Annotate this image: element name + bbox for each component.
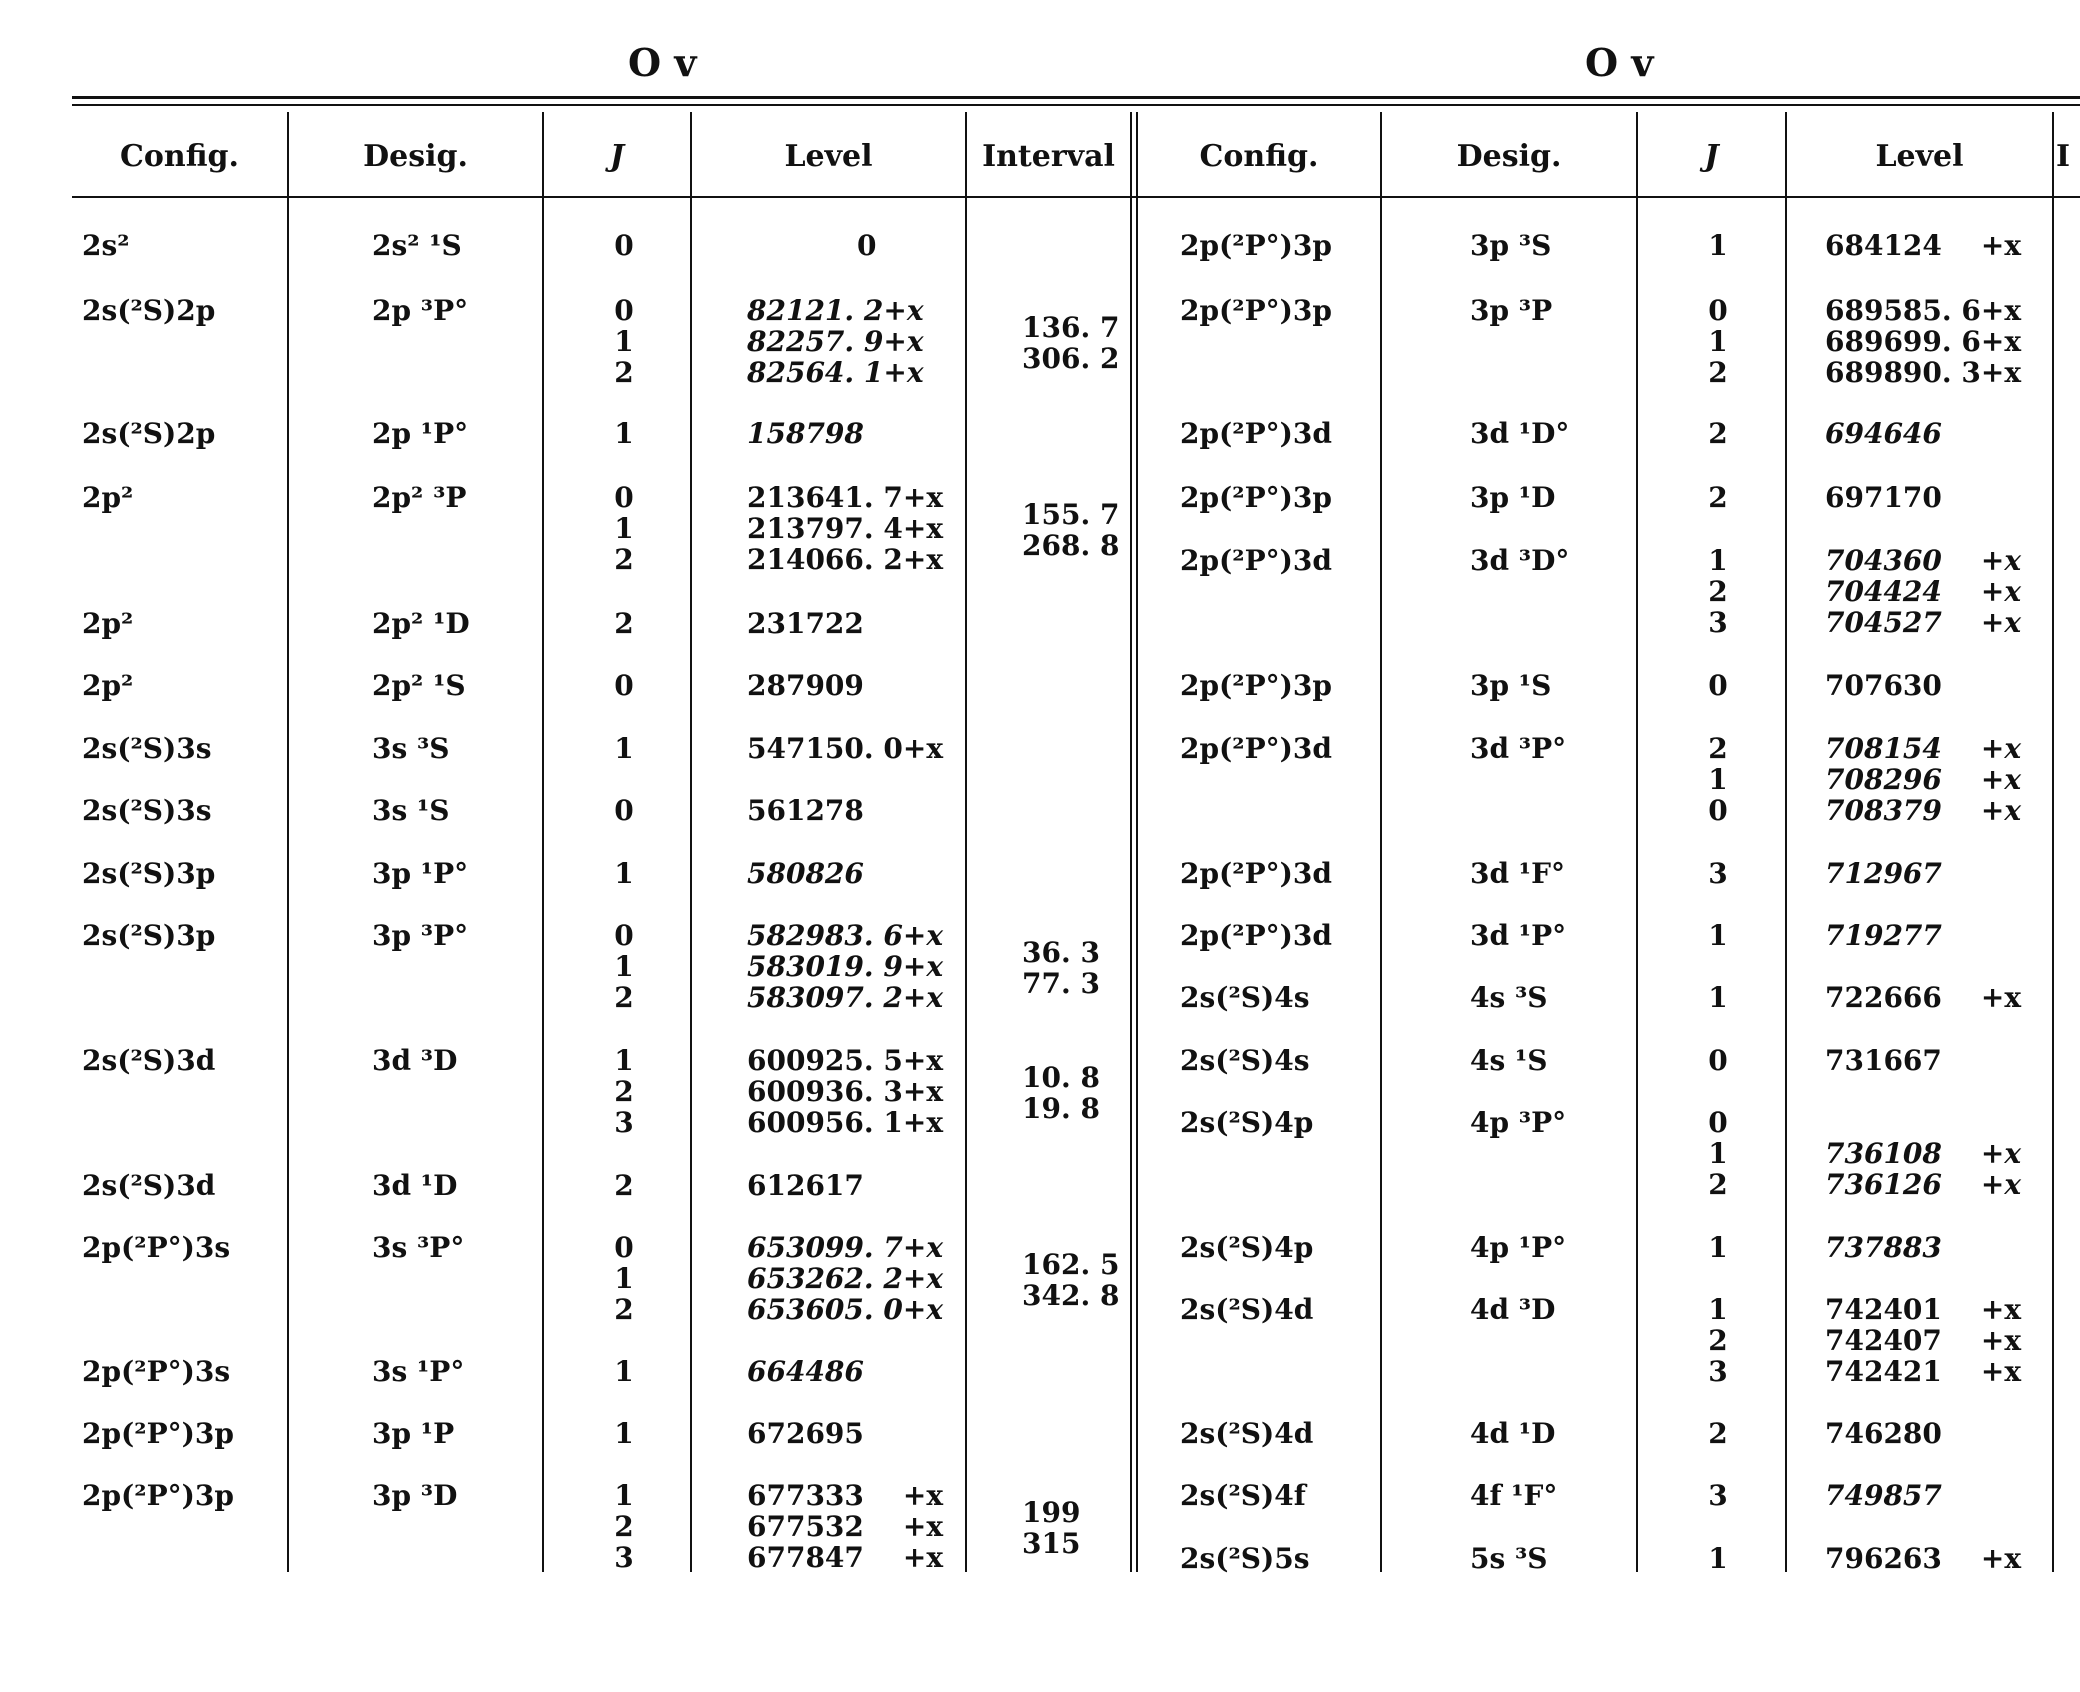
row-config: 2p(²P°)3d (1180, 919, 1332, 952)
row-level-value: 583019. 9+x (747, 950, 944, 983)
row-config: 2p(²P°)3d (1180, 417, 1332, 450)
row-designation: 3p ¹D (1470, 481, 1556, 514)
row-j-value: 3 (1708, 1479, 1728, 1512)
row-designation: 4d ³D (1470, 1293, 1556, 1326)
row-config: 2s(²S)3s (82, 794, 212, 827)
row-j-value: 1 (614, 1479, 634, 1512)
col-divider (1136, 112, 1138, 1572)
row-j-value: 1 (614, 1355, 634, 1388)
row-config: 2p² (82, 607, 134, 640)
row-designation: 4p ³P° (1470, 1106, 1567, 1139)
row-j-value: 0 (614, 1231, 634, 1264)
row-designation: 2p ³P° (372, 294, 469, 327)
row-level-value: 82564. 1+x (747, 356, 924, 389)
row-designation: 5s ³S (1470, 1542, 1548, 1575)
row-designation: 3d ¹D (372, 1169, 458, 1202)
row-j-value: 2 (1708, 356, 1728, 389)
row-config: 2s(²S)3s (82, 732, 212, 765)
row-designation: 3d ¹D° (1470, 417, 1570, 450)
row-designation: 3d ³D° (1470, 544, 1570, 577)
row-level-value: 677532 +x (747, 1510, 944, 1543)
row-j-value: 0 (1708, 1044, 1728, 1077)
row-config: 2s(²S)3p (82, 919, 216, 952)
row-designation: 3d ¹F° (1470, 857, 1565, 890)
row-j-value: 1 (1708, 544, 1728, 577)
row-config: 2s(²S)3p (82, 857, 216, 890)
row-designation: 3p ³S (1470, 229, 1552, 262)
row-config: 2s(²S)4p (1180, 1231, 1314, 1264)
row-designation: 2s² ¹S (372, 229, 462, 262)
row-j-value: 0 (614, 919, 634, 952)
row-j-value: 1 (1708, 1542, 1728, 1575)
row-level-value: 600956. 1+x (747, 1106, 944, 1139)
row-designation: 3s ¹S (372, 794, 450, 827)
col-divider (965, 112, 967, 1572)
row-j-value: 1 (614, 417, 634, 450)
row-j-value: 0 (1708, 669, 1728, 702)
row-j-value: 1 (1708, 919, 1728, 952)
row-j-value: 1 (1708, 229, 1728, 262)
row-designation: 4s ¹S (1470, 1044, 1548, 1077)
row-j-value: 1 (614, 1417, 634, 1450)
row-level-value: 737883 (1825, 1231, 1942, 1264)
row-j-value: 0 (614, 794, 634, 827)
row-config: 2s(²S)2p (82, 294, 216, 327)
header-j-left: J (609, 138, 625, 174)
row-j-value: 2 (1708, 1417, 1728, 1450)
row-level-value: 580826 (747, 857, 864, 890)
row-config: 2p² (82, 669, 134, 702)
row-level-value: 677333 +x (747, 1479, 944, 1512)
row-interval-value: 342. 8 (1022, 1279, 1120, 1312)
row-level-value: 736126 +x (1825, 1168, 2022, 1201)
row-j-value: 1 (1708, 1137, 1728, 1170)
row-j-value: 3 (1708, 857, 1728, 890)
row-designation: 3p ³P° (372, 919, 469, 952)
row-level-value: 736108 +x (1825, 1137, 2022, 1170)
row-designation: 2p² ¹S (372, 669, 466, 702)
header-edge-right: I (2056, 138, 2071, 174)
row-level-value: 689699. 6+x (1825, 325, 2022, 358)
row-level-value: 672695 (747, 1417, 864, 1450)
row-interval-value: 268. 8 (1022, 529, 1120, 562)
row-j-value: 1 (614, 325, 634, 358)
row-level-value: 583097. 2+x (747, 981, 944, 1014)
table-title-left: O v (628, 40, 697, 85)
row-config: 2p(²P°)3p (82, 1417, 234, 1450)
header-j-right: J (1704, 138, 1719, 174)
row-interval-value: 306. 2 (1022, 342, 1120, 375)
header-level-left: Level (784, 138, 873, 174)
row-level-value: 746280 (1825, 1417, 1942, 1450)
row-j-value: 0 (614, 481, 634, 514)
row-j-value: 2 (1708, 417, 1728, 450)
row-level-value: 677847 +x (747, 1541, 944, 1574)
row-designation: 3p ³P (1470, 294, 1553, 327)
row-j-value: 2 (614, 543, 634, 576)
row-level-value: 697170 (1825, 481, 1942, 514)
row-config: 2s(²S)4s (1180, 1044, 1310, 1077)
row-j-value: 0 (614, 229, 634, 262)
row-interval-value: 19. 8 (1022, 1092, 1100, 1125)
row-j-value: 3 (1708, 606, 1728, 639)
row-config: 2p(²P°)3p (1180, 229, 1332, 262)
row-designation: 3d ³D (372, 1044, 458, 1077)
header-config-left: Config. (120, 138, 239, 174)
row-config: 2p(²P°)3p (1180, 669, 1332, 702)
row-level-value: 731667 (1825, 1044, 1942, 1077)
row-level-value: 82121. 2+x (747, 294, 924, 327)
row-level-value: 213641. 7+x (747, 481, 944, 514)
row-level-value: 213797. 4+x (747, 512, 944, 545)
header-config-right: Config. (1199, 138, 1319, 174)
row-j-value: 3 (614, 1106, 634, 1139)
row-level-value: 582983. 6+x (747, 919, 944, 952)
row-designation: 4s ³S (1470, 981, 1548, 1014)
row-config: 2s(²S)2p (82, 417, 216, 450)
row-j-value: 2 (614, 1510, 634, 1543)
header-level-right: Level (1875, 138, 1964, 174)
row-level-value: 547150. 0+x (747, 732, 944, 765)
row-j-value: 2 (1708, 1168, 1728, 1201)
row-config: 2s(²S)4f (1180, 1479, 1306, 1512)
col-divider (287, 112, 289, 1572)
row-config: 2p(²P°)3p (1180, 294, 1332, 327)
row-interval-value: 199 (1022, 1496, 1081, 1529)
row-designation: 2p² ³P (372, 481, 467, 514)
row-level-value: 689890. 3+x (1825, 356, 2022, 389)
row-level-value: 684124 +x (1825, 229, 2022, 262)
row-level-value: 158798 (747, 417, 864, 450)
row-level-value: 0 (857, 229, 877, 262)
row-level-value: 694646 (1825, 417, 1942, 450)
row-level-value: 742407 +x (1825, 1324, 2022, 1357)
row-designation: 4d ¹D (1470, 1417, 1556, 1450)
row-j-value: 1 (614, 950, 634, 983)
row-j-value: 0 (614, 669, 634, 702)
row-config: 2s(²S)4s (1180, 981, 1310, 1014)
col-divider (1636, 112, 1638, 1572)
row-designation: 3s ³S (372, 732, 450, 765)
row-j-value: 3 (1708, 1355, 1728, 1388)
row-level-value: 689585. 6+x (1825, 294, 2022, 327)
row-level-value: 708296 +x (1825, 763, 2022, 796)
col-divider (690, 112, 692, 1572)
row-designation: 2p² ¹D (372, 607, 470, 640)
col-divider (1785, 112, 1787, 1572)
row-j-value: 2 (1708, 1324, 1728, 1357)
row-j-value: 1 (1708, 981, 1728, 1014)
row-designation: 3p ¹P° (372, 857, 469, 890)
row-level-value: 664486 (747, 1355, 864, 1388)
top-rule-1 (72, 96, 2080, 99)
col-divider (1130, 112, 1132, 1572)
row-config: 2s(²S)5s (1180, 1542, 1310, 1575)
col-divider (542, 112, 544, 1572)
row-level-value: 719277 (1825, 919, 1942, 952)
row-j-value: 0 (614, 294, 634, 327)
row-level-value: 653605. 0+x (747, 1293, 944, 1326)
row-j-value: 3 (614, 1541, 634, 1574)
row-level-value: 600936. 3+x (747, 1075, 944, 1108)
row-designation: 3p ¹P (372, 1417, 455, 1450)
row-level-value: 742401 +x (1825, 1293, 2022, 1326)
row-level-value: 561278 (747, 794, 864, 827)
row-config: 2s(²S)4d (1180, 1293, 1314, 1326)
row-config: 2p(²P°)3d (1180, 544, 1332, 577)
row-level-value: 749857 (1825, 1479, 1942, 1512)
row-interval-value: 77. 3 (1022, 967, 1100, 1000)
header-rule (72, 196, 2080, 198)
row-level-value: 704360 +x (1825, 544, 2022, 577)
row-j-value: 2 (614, 1169, 634, 1202)
row-j-value: 2 (1708, 481, 1728, 514)
row-level-value: 704527 +x (1825, 606, 2022, 639)
row-level-value: 722666 +x (1825, 981, 2022, 1014)
row-designation: 3s ¹P° (372, 1355, 465, 1388)
header-desig-left: Desig. (363, 138, 468, 174)
row-config: 2s(²S)3d (82, 1169, 216, 1202)
row-config: 2s(²S)4d (1180, 1417, 1314, 1450)
header-desig-right: Desig. (1456, 138, 1562, 174)
row-j-value: 1 (1708, 1231, 1728, 1264)
row-interval-value: 136. 7 (1022, 311, 1120, 344)
row-j-value: 1 (614, 512, 634, 545)
row-j-value: 2 (614, 607, 634, 640)
row-config: 2p(²P°)3d (1180, 857, 1332, 890)
row-level-value: 708379 +x (1825, 794, 2022, 827)
row-designation: 3d ³P° (1470, 732, 1567, 765)
row-interval-value: 162. 5 (1022, 1248, 1120, 1281)
row-j-value: 0 (1708, 1106, 1728, 1139)
row-config: 2s(²S)4p (1180, 1106, 1314, 1139)
row-level-value: 82257. 9+x (747, 325, 924, 358)
row-designation: 3p ¹S (1470, 669, 1552, 702)
table-title-right: O v (1585, 40, 1654, 85)
row-level-value: 214066. 2+x (747, 543, 944, 576)
row-config: 2p(²P°)3s (82, 1355, 231, 1388)
row-j-value: 2 (1708, 575, 1728, 608)
row-level-value: 653099. 7+x (747, 1231, 944, 1264)
row-designation: 4f ¹F° (1470, 1479, 1558, 1512)
row-interval-value: 155. 7 (1022, 498, 1120, 531)
row-designation: 3s ³P° (372, 1231, 465, 1264)
row-level-value: 708154 +x (1825, 732, 2022, 765)
row-designation: 4p ¹P° (1470, 1231, 1567, 1264)
row-j-value: 1 (1708, 763, 1728, 796)
row-config: 2p(²P°)3p (82, 1479, 234, 1512)
row-j-value: 1 (1708, 325, 1728, 358)
row-j-value: 1 (614, 857, 634, 890)
header-interval-left: Interval (982, 138, 1115, 174)
row-level-value: 742421 +x (1825, 1355, 2022, 1388)
row-j-value: 2 (614, 1075, 634, 1108)
top-rule-2 (72, 104, 2080, 106)
row-j-value: 1 (614, 1262, 634, 1295)
row-j-value: 1 (614, 1044, 634, 1077)
row-level-value: 796263 +x (1825, 1542, 2022, 1575)
col-divider (1380, 112, 1382, 1572)
row-level-value: 231722 (747, 607, 864, 640)
row-level-value: 287909 (747, 669, 864, 702)
row-j-value: 2 (1708, 732, 1728, 765)
row-level-value: 653262. 2+x (747, 1262, 944, 1295)
row-j-value: 0 (1708, 794, 1728, 827)
row-level-value: 600925. 5+x (747, 1044, 944, 1077)
row-config: 2s² (82, 229, 130, 262)
row-level-value: 712967 (1825, 857, 1942, 890)
col-divider (2052, 112, 2054, 1572)
row-level-value: 707630 (1825, 669, 1942, 702)
row-j-value: 2 (614, 356, 634, 389)
row-config: 2s(²S)3d (82, 1044, 216, 1077)
row-interval-value: 10. 8 (1022, 1061, 1100, 1094)
row-designation: 3d ¹P° (1470, 919, 1567, 952)
row-j-value: 2 (614, 981, 634, 1014)
row-level-value: 612617 (747, 1169, 864, 1202)
row-level-value: 704424 +x (1825, 575, 2022, 608)
row-j-value: 2 (614, 1293, 634, 1326)
row-interval-value: 36. 3 (1022, 936, 1100, 969)
row-config: 2p(²P°)3d (1180, 732, 1332, 765)
row-designation: 3p ³D (372, 1479, 458, 1512)
row-designation: 2p ¹P° (372, 417, 469, 450)
row-config: 2p(²P°)3p (1180, 481, 1332, 514)
row-interval-value: 315 (1022, 1527, 1081, 1560)
row-config: 2p² (82, 481, 134, 514)
row-j-value: 1 (614, 732, 634, 765)
row-j-value: 0 (1708, 294, 1728, 327)
row-j-value: 1 (1708, 1293, 1728, 1326)
row-config: 2p(²P°)3s (82, 1231, 231, 1264)
